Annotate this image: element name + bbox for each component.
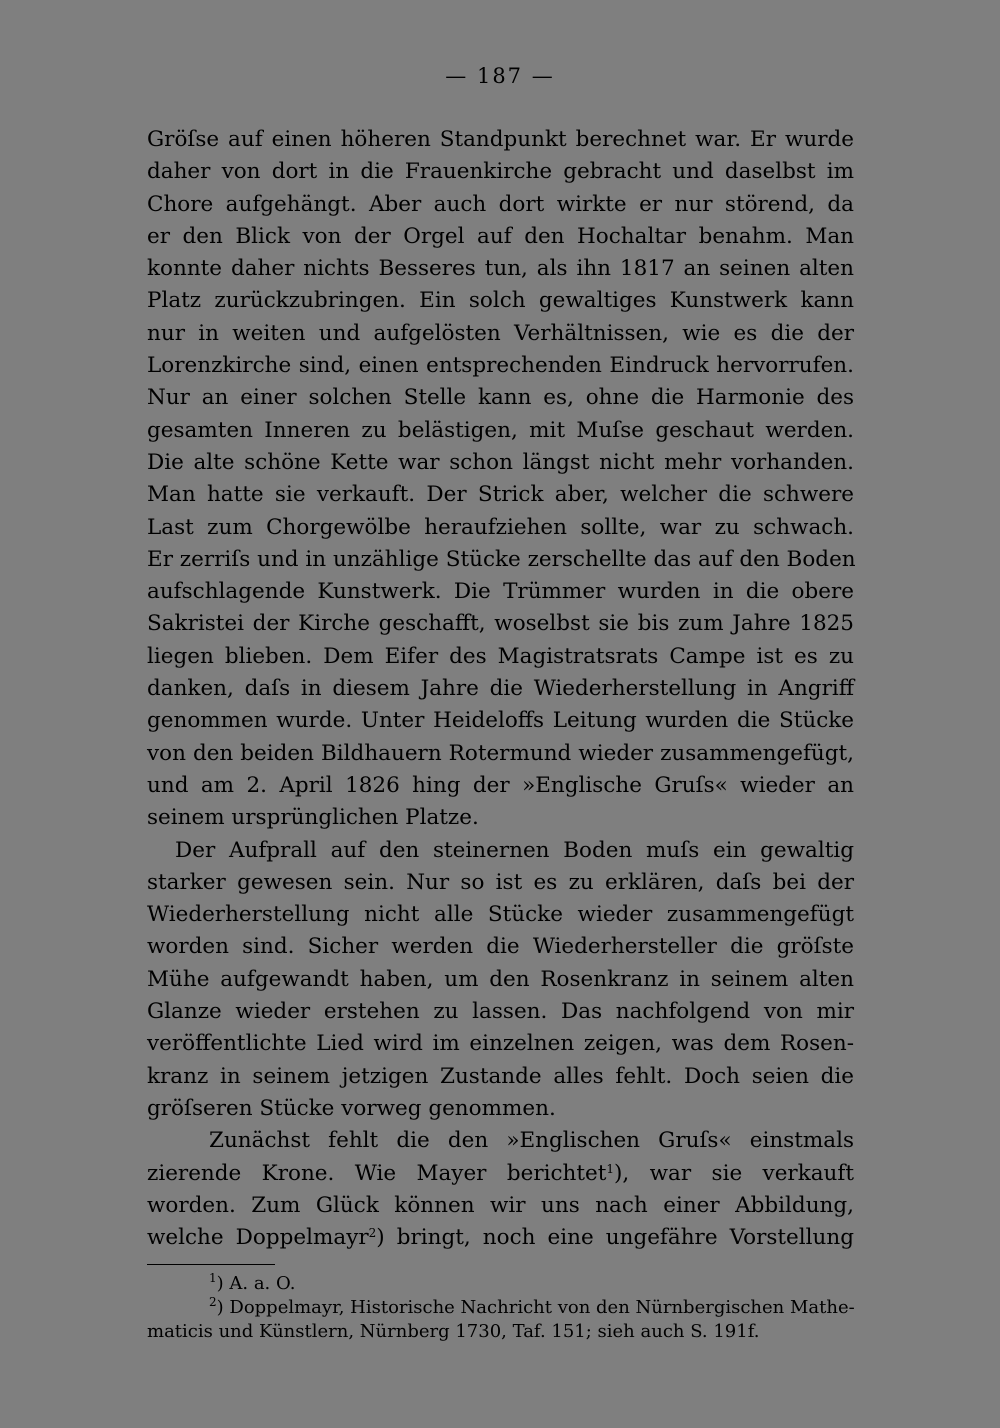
text-line: Er zerriſs und in unzählige Stücke zerschellte das auf den Boden — [147, 546, 856, 572]
footnote-reference: 1 — [606, 1161, 615, 1176]
footnote-reference: 2 — [368, 1226, 377, 1241]
text-line: Wiederherstellung nicht alle Stücke wieder zusammengefügt — [147, 902, 854, 928]
text-line: Nur an einer solchen Stelle kann es, ohne die Harmonie des — [147, 385, 854, 411]
body-text — [147, 124, 854, 1254]
text-line: daher von dort in die Frauenkirche gebracht und daselbst im — [147, 159, 854, 185]
text-line: konnte daher nichts Besseres tun, als ihn 1817 an seinen alten — [147, 256, 854, 282]
text-line: Chore aufgehängt. Aber auch dort wirkte er nur störend, da — [147, 191, 854, 217]
footnote-divider — [147, 1264, 275, 1265]
text-line: veröffentlichte Lied wird im einzelnen zeigen, was dem Rosen- — [147, 1031, 854, 1057]
text-line: Platz zurückzubringen. Ein solch gewaltiges Kunstwerk kann — [147, 288, 854, 314]
footnote-mark: 2 — [209, 1295, 217, 1309]
text-line: Last zum Chorgewölbe heraufziehen sollte, war zu schwach. — [147, 514, 854, 540]
text-line: starker gewesen sein. Nur so ist es zu erklären, daſs bei der — [147, 869, 854, 895]
text-segment: welche Doppelmayr — [147, 1225, 369, 1251]
text-line: worden. Zum Glück können wir uns nach einer Abbildung, — [147, 1192, 854, 1218]
text-line: Sakristei der Kirche geschafft, woselbst sie bis zum Jahre 1825 — [147, 611, 854, 637]
text-line: nur in weiten und aufgelösten Verhältnissen, wie es die der — [147, 320, 854, 346]
footnote-2 — [147, 1296, 854, 1320]
footnote-2-continuation: maticis und Künstlern, Nürnberg 1730, Taf. 151; sieh auch S. 191f. — [147, 1321, 760, 1342]
text-line: liegen blieben. Dem Eifer des Magistratsrats Campe ist es zu — [147, 643, 854, 669]
text-line: Mühe aufgewandt haben, um den Rosenkranz in seinem alten — [147, 966, 854, 992]
text-line: Der Aufprall auf den steinernen Boden muſs ein gewaltig — [175, 837, 854, 863]
text-line: worden sind. Sicher werden die Wiederhersteller die gröſste — [147, 934, 854, 960]
text-line: Gröſse auf einen höheren Standpunkt berechnet war. Er wurde — [147, 127, 854, 152]
text-line: Glanze wieder erstehen zu lassen. Das nachfolgend von mir — [147, 999, 854, 1025]
text-line: aufschlagende Kunstwerk. Die Trümmer wurden in die obere — [147, 579, 854, 605]
text-line: gesamten Inneren zu belästigen, mit Muſse geschaut werden. — [147, 417, 854, 443]
text-segment: ) bringt, noch eine ungefähre Vorstellung — [376, 1225, 854, 1251]
footnote-text: ) Doppelmayr, Historische Nachricht von den Nürnbergischen Mathe- — [216, 1297, 855, 1318]
text-line: kranz in seinem jetzigen Zustande alles fehlt. Doch seien die — [147, 1063, 854, 1089]
text-line: Lorenzkirche sind, einen entsprechenden Eindruck hervorrufen. — [147, 353, 854, 379]
text-line: Zunächst fehlt die den »Englischen Gruſs« einstmals — [209, 1128, 854, 1154]
page-number-header: — 187 — — [445, 64, 555, 88]
text-line: danken, daſs in diesem Jahre die Wiederherstellung in Angriff — [147, 676, 854, 702]
footnotes — [147, 1272, 854, 1344]
text-line-with-footnote — [147, 1222, 854, 1254]
footnote-text: ) A. a. O. — [216, 1273, 296, 1294]
text-line: von den beiden Bildhauern Rotermund wieder zusammengefügt, — [147, 740, 854, 766]
text-line: gröſseren Stücke vorweg genommen. — [147, 1095, 556, 1121]
footnote-1 — [147, 1272, 854, 1296]
text-line: und am 2. April 1826 hing der »Englische Gruſs« wieder an — [147, 772, 854, 798]
text-line: Man hatte sie verkauft. Der Strick aber, welcher die schwere — [147, 482, 854, 508]
footnote-mark: 1 — [209, 1271, 217, 1285]
text-segment: ), war sie verkauft — [614, 1160, 854, 1186]
text-line-with-footnote — [147, 1158, 854, 1190]
text-line: genommen wurde. Unter Heideloffs Leitung wurden die Stücke — [147, 708, 854, 734]
text-line: seinem ursprünglichen Platze. — [147, 805, 479, 831]
text-segment: zierende Krone. Wie Mayer berichtet — [147, 1160, 607, 1186]
text-line: er den Blick von der Orgel auf den Hochaltar benahm. Man — [147, 223, 854, 249]
text-line: Die alte schöne Kette war schon längst nicht mehr vorhanden. — [147, 449, 854, 475]
